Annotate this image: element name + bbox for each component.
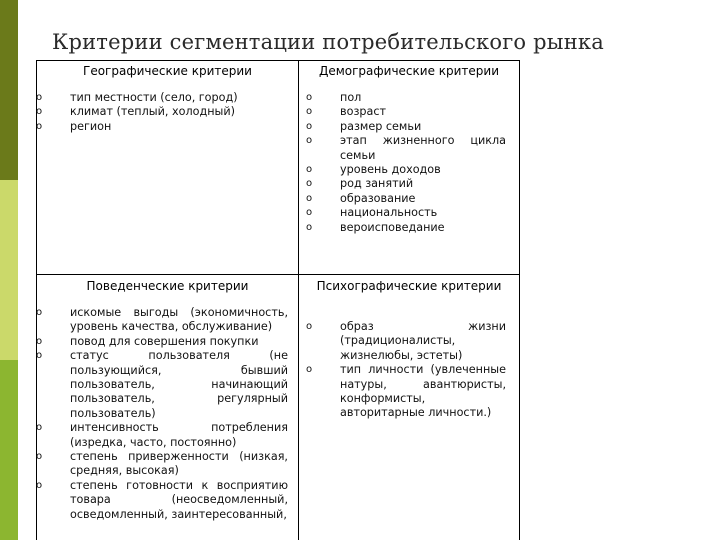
bullet-icon: o — [36, 120, 43, 132]
page-title: Критерии сегментации потребительского рынка — [52, 30, 604, 54]
bullet-icon: o — [306, 92, 313, 103]
list-item — [306, 105, 506, 119]
list-item — [36, 105, 288, 119]
behavioral-header: Поведенческие критерии — [86, 279, 249, 293]
list-item-text: искомые выгоды (экономичность, уровень качества, обслуживание) — [70, 306, 288, 334]
bullet-icon: o — [36, 106, 43, 118]
list-item — [306, 134, 506, 163]
bullet-icon: o — [306, 192, 313, 204]
list-item — [306, 163, 506, 177]
list-item-text: возраст — [340, 105, 387, 119]
table-top-border — [36, 60, 520, 61]
list-item-text: регион — [70, 119, 112, 133]
list-item — [306, 206, 506, 220]
bullet-icon: o — [306, 120, 313, 132]
list-item-text: тип личности (увлеченные натуры, авантюристы, конформисты, авторитарные личности.) — [340, 363, 506, 420]
demographic-criteria-list — [306, 91, 506, 235]
list-item-text: интенсивность потребления (изредка, часто, постоянно) — [70, 421, 288, 449]
behavioral-criteria-list — [36, 306, 288, 522]
bullet-icon: o — [306, 364, 313, 376]
list-item — [306, 91, 506, 105]
bullet-icon: o — [36, 92, 43, 103]
list-item-text: степень приверженности (низкая, средняя, высокая) — [70, 450, 288, 478]
list-item — [36, 335, 288, 349]
list-item-text: статус пользователя (не пользующийся, бывший пользователь, начинающий пользователь, регулярный пользователь) — [70, 349, 288, 420]
bullet-icon: o — [306, 178, 313, 190]
table-row-divider — [36, 274, 520, 275]
bullet-icon: o — [306, 207, 313, 219]
list-item-text: этап жизненного цикла семьи — [340, 134, 506, 162]
list-item-text: повод для совершения покупки — [70, 334, 259, 348]
bullet-icon: o — [306, 135, 313, 147]
list-item-text: национальность — [340, 206, 438, 220]
geographic-criteria-list — [36, 91, 288, 134]
list-item — [36, 450, 288, 479]
list-item-text: климат (теплый, холодный) — [70, 105, 235, 119]
list-item — [36, 120, 288, 134]
list-item-text: род занятий — [340, 177, 414, 191]
list-item — [306, 320, 506, 363]
list-item-text: вероисповедание — [340, 220, 445, 234]
bullet-icon: o — [36, 307, 43, 318]
bullet-icon: o — [306, 106, 313, 118]
side-stripe-green — [0, 360, 18, 540]
demographic-header: Демографические критерии — [318, 64, 500, 78]
bullet-icon: o — [36, 350, 43, 362]
geographic-header: Географические критерии — [83, 64, 252, 78]
table-column-divider — [298, 60, 299, 540]
list-item-text: образ жизни (традиционалисты, жизнелюбы, эстеты) — [340, 320, 506, 362]
list-item-text: степень готовности к восприятию товара (неосведомленный, осведомленный, заинтересованный, — [70, 478, 288, 521]
bullet-icon: o — [306, 221, 313, 233]
list-item-text: размер семьи — [340, 119, 422, 133]
list-item-text: тип местности (село, город) — [70, 91, 238, 104]
side-stripe-dark — [0, 0, 18, 180]
list-item-text: уровень доходов — [340, 163, 441, 177]
bullet-icon: o — [36, 479, 43, 491]
bullet-icon: o — [36, 422, 43, 434]
bullet-icon: o — [306, 164, 313, 176]
bullet-icon: o — [36, 335, 43, 347]
bullet-icon: o — [36, 451, 43, 463]
list-item — [36, 306, 288, 335]
list-item-text: образование — [340, 191, 416, 205]
list-item — [306, 192, 506, 206]
list-item — [36, 91, 288, 105]
table-right-border — [519, 60, 520, 540]
list-item-text: пол — [340, 91, 362, 104]
bullet-icon: o — [306, 321, 313, 332]
side-stripe-light — [0, 180, 18, 360]
list-item — [306, 363, 506, 421]
list-item — [36, 349, 288, 421]
psychographic-criteria-list — [306, 320, 506, 421]
list-item — [36, 421, 288, 450]
list-item — [306, 120, 506, 134]
psychographic-header: Психографические критерии — [316, 279, 502, 293]
list-item — [306, 177, 506, 191]
list-item — [36, 479, 288, 522]
list-item — [306, 221, 506, 235]
